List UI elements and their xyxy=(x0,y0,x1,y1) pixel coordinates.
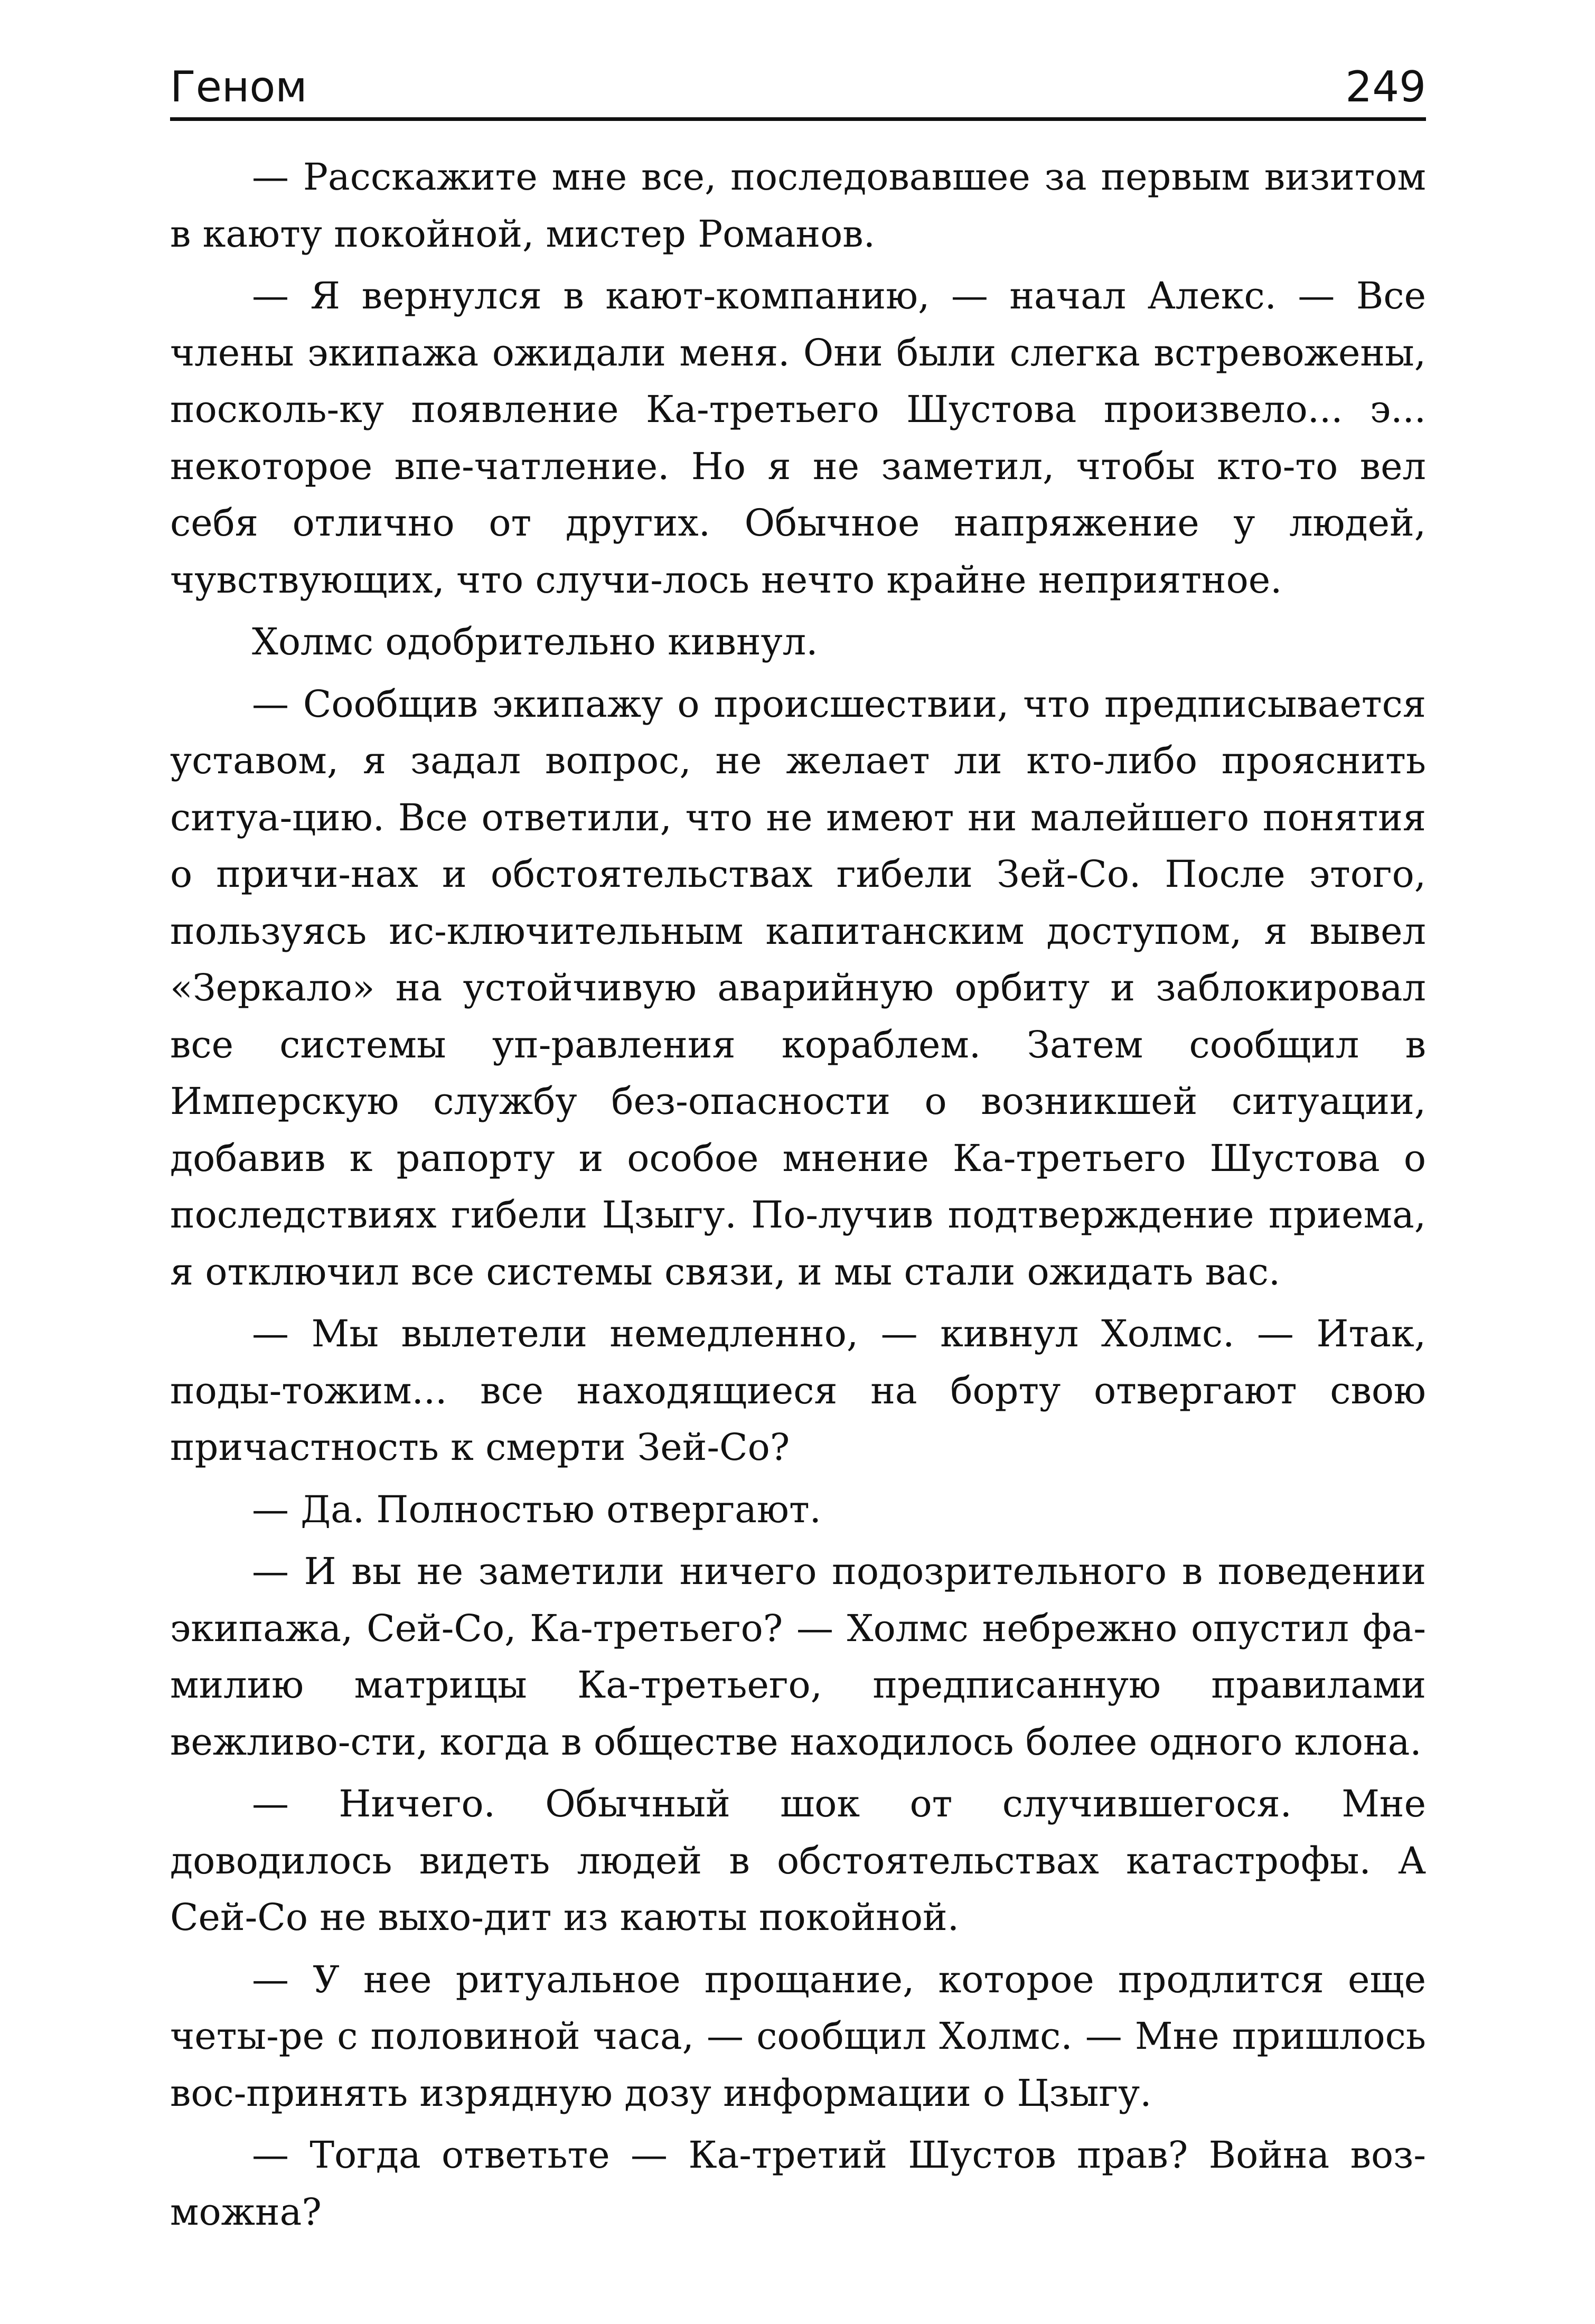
paragraph: — Тогда ответьте — Ка-третий Шустов прав? Война воз-можна? xyxy=(170,2133,1426,2234)
header-rule xyxy=(170,117,1426,121)
body-text xyxy=(170,149,1426,2246)
paragraph: — Расскажите мне все, последовавшее за первым визитом в каюту покойной, мистер Романов. xyxy=(170,155,1426,256)
paragraph: — Сообщив экипажу о происшествии, что предписывается уставом, я задал вопрос, не желает ли кто-либо прояснить ситуа-цию. Все ответили, что не имеют ни малейшего понятия о причи-нах и обстоятельствах гибели Зей-Со. После этого, пользуясь ис-ключительным капитанским доступом, я вывел «Зеркало» на устойчивую аварийную орбиту и заблокировал все системы уп-равления кораблем. Затем сообщил в Имперскую службу без-опасности о возникшей ситуации, добавив к рапорту и особое мнение Ка-третьего Шустова о последствиях гибели Цзыгу. По-лучив подтверждение приема, я отключил все системы связи, и мы стали ожидать вас. xyxy=(170,682,1426,1294)
paragraph: — Ничего. Обычный шок от случившегося. Мне доводилось видеть людей в обстоятельствах катастрофы. А Сей-Со не выхо-дит из каюты покойной. xyxy=(170,1782,1426,1939)
paragraph: — Я вернулся в кают-компанию, — начал Алекс. — Все члены экипажа ожидали меня. Они были слегка встревожены, посколь-ку появление Ка-третьего Шустова произвело... э... некоторое впе-чатление. Но я не заметил, чтобы кто-то вел себя отлично от других. Обычное напряжение у людей, чувствующих, что случи-лось нечто крайне неприятное. xyxy=(170,274,1426,602)
paragraph: Холмс одобрительно кивнул. xyxy=(252,620,818,663)
running-header xyxy=(170,55,1426,119)
paragraph: — Мы вылетели немедленно, — кивнул Холмс. — Итак, поды-тожим... все находящиеся на борту отвергают свою причастность к смерти Зей-Со? xyxy=(170,1312,1426,1469)
paragraph: — И вы не заметили ничего подозрительного в поведении экипажа, Сей-Со, Ка-третьего? — Холмс небрежно опустил фа-милию матрицы Ка-третьего, предписанную правилами вежливо-сти, когда в обществе находилось более одного клона. xyxy=(170,1550,1426,1764)
paragraph: — Да. Полностью отвергают. xyxy=(252,1487,821,1531)
paragraph: — У нее ритуальное прощание, которое продлится еще четы-ре с половиной часа, — сообщил Холмс. — Мне пришлось вос-принять изрядную дозу информации о Цзыгу. xyxy=(170,1957,1426,2115)
book-title: Геном xyxy=(170,62,307,111)
page-number: 249 xyxy=(1345,62,1426,111)
